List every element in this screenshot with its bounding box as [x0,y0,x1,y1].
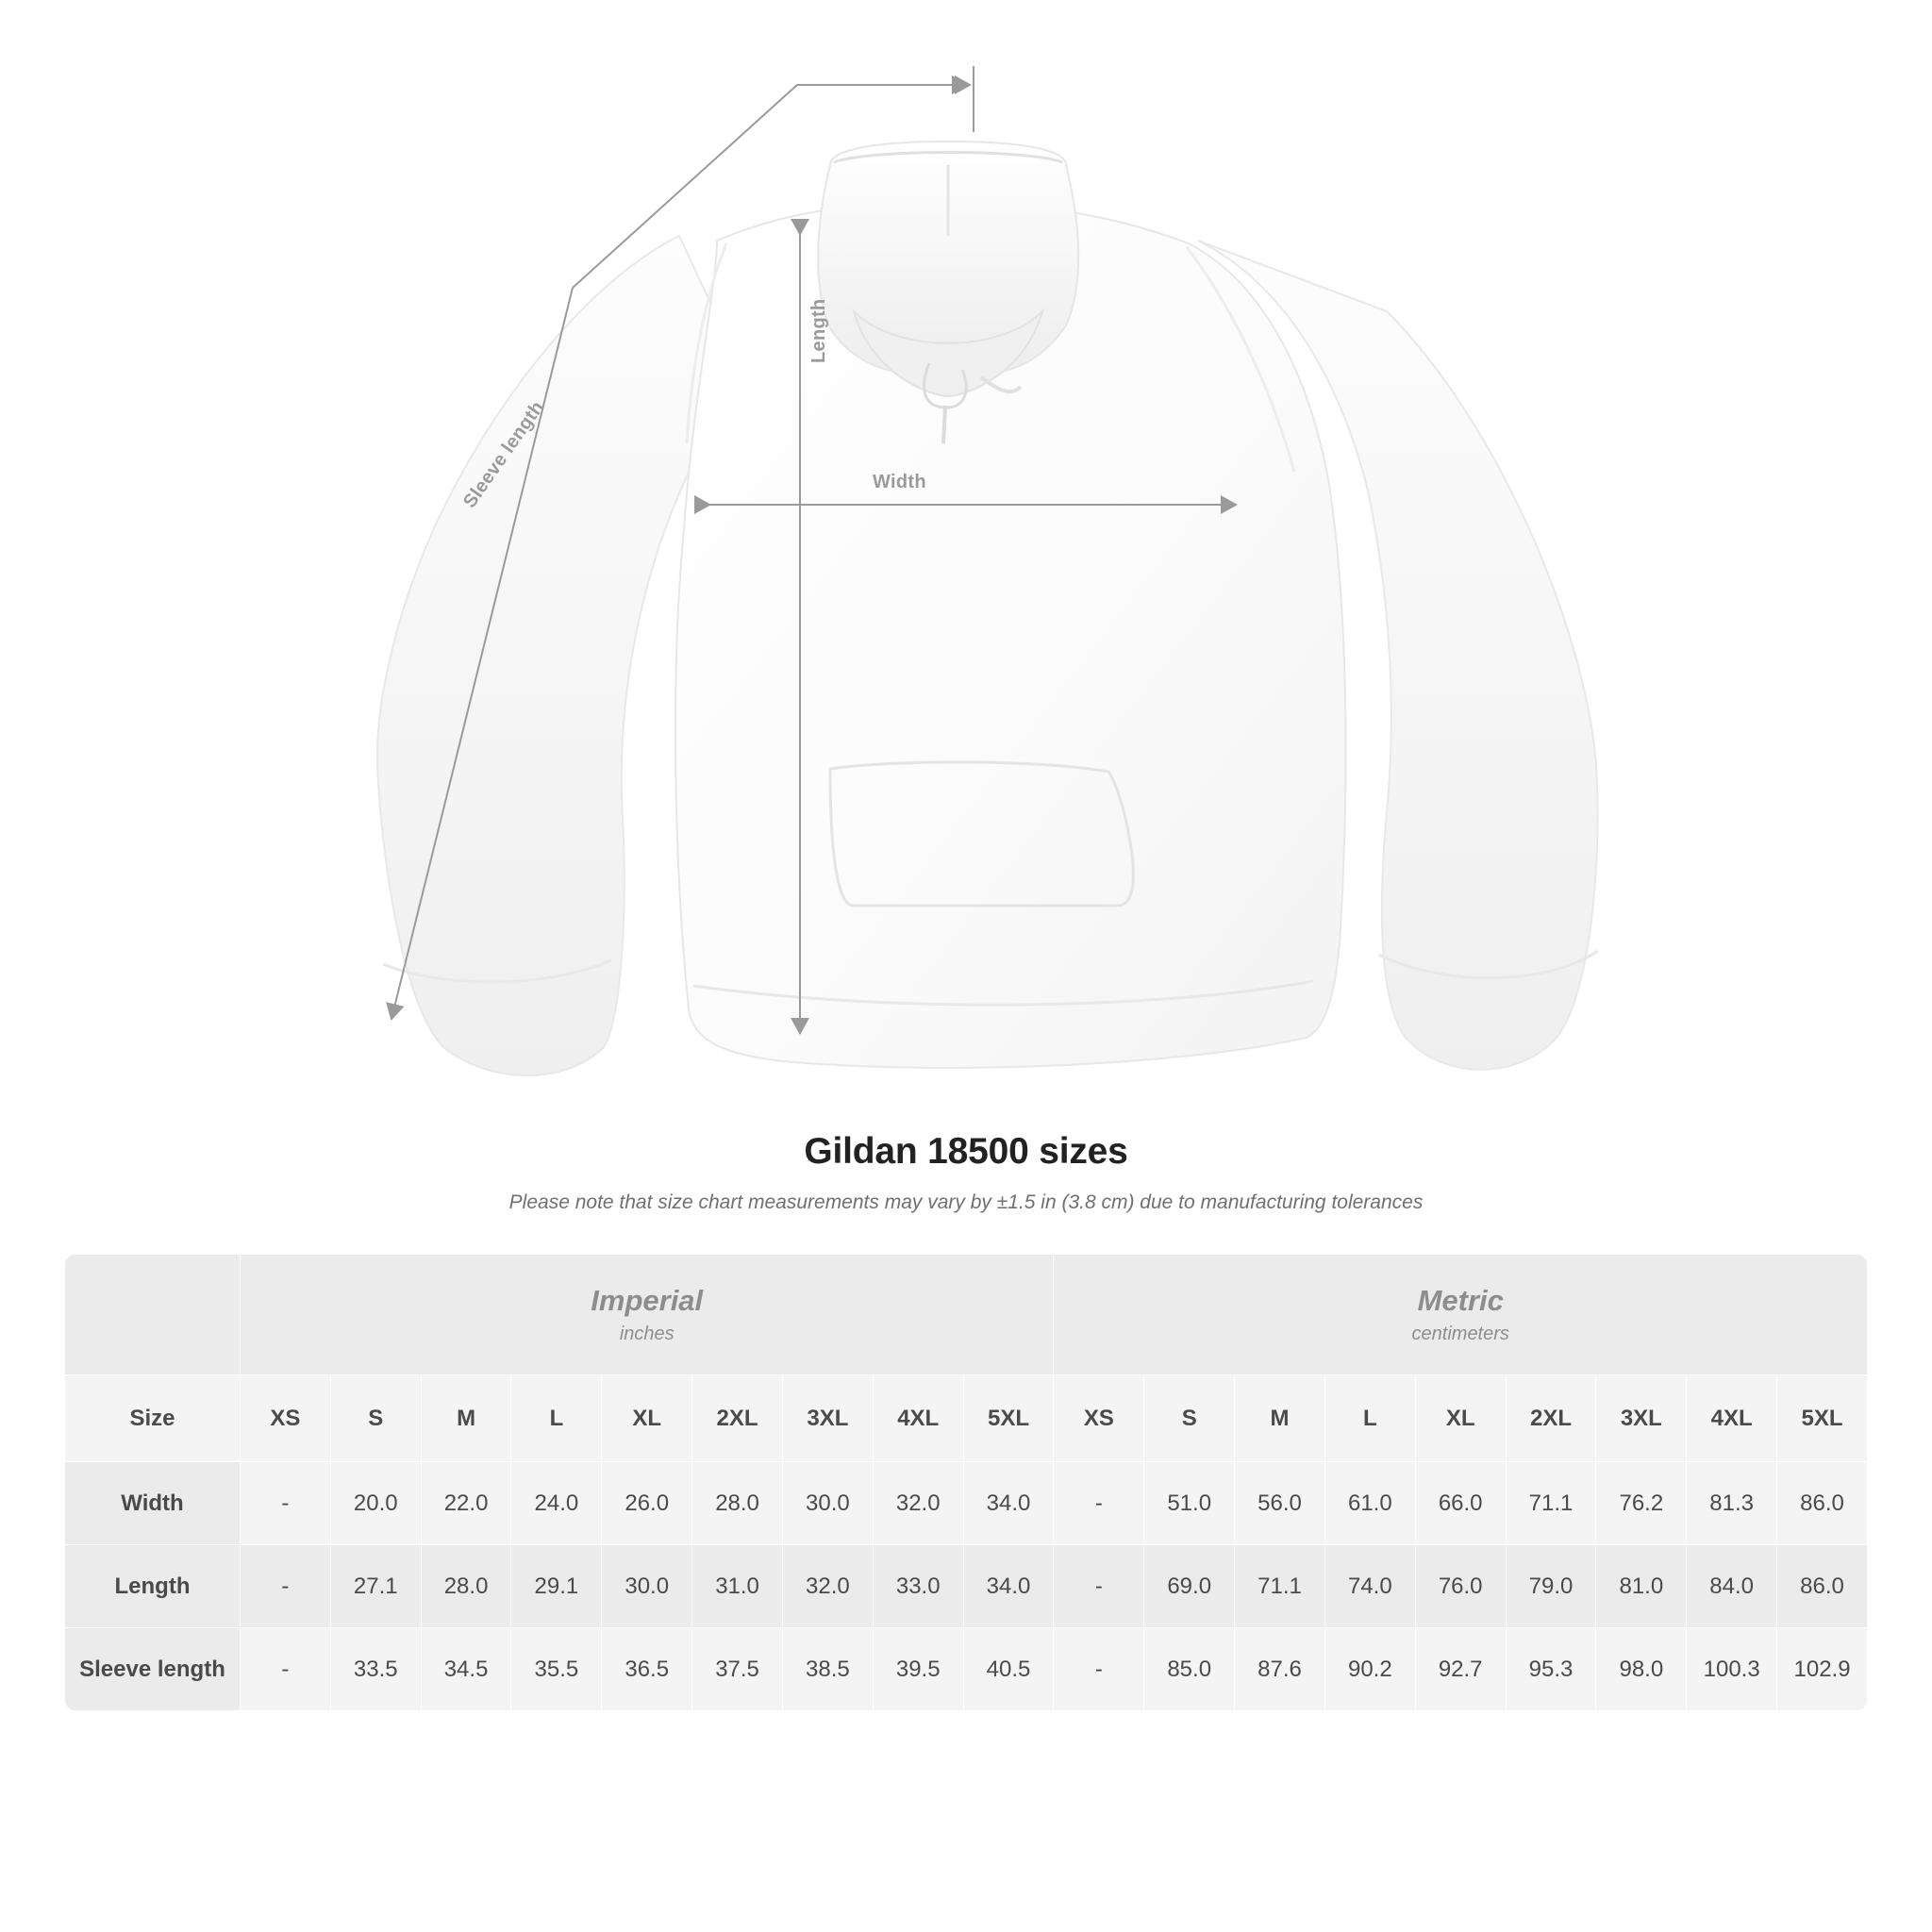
page-title: Gildan 18500 sizes [804,1131,1128,1172]
size-table-container [64,1254,1868,1711]
width-label: Width [873,472,926,492]
sleeve-3: 35.5 [511,1628,602,1711]
sleeve-2: 34.5 [421,1628,511,1711]
size-col-4: XL [602,1375,692,1462]
row-label-sleeve-length: Sleeve length [65,1628,241,1711]
length-10: 69.0 [1144,1545,1235,1628]
unit-sub-metric: centimeters [1411,1323,1509,1344]
size-col-12: L [1324,1375,1415,1462]
hoodie-shape [377,142,1598,1075]
width-5: 28.0 [692,1462,783,1545]
length-5: 31.0 [692,1545,783,1628]
width-7: 32.0 [873,1462,963,1545]
width-0: - [241,1462,331,1545]
unit-name-metric: Metric [1417,1284,1504,1318]
size-col-5: 2XL [692,1375,783,1462]
unit-group-imperial [241,1255,1054,1375]
size-col-0: XS [241,1375,331,1462]
row-label-width: Width [65,1462,241,1545]
width-12: 61.0 [1324,1462,1415,1545]
length-0: - [241,1545,331,1628]
size-col-2: M [421,1375,511,1462]
sleeve-length-label: Sleeve length [459,397,549,512]
length-17: 86.0 [1777,1545,1868,1628]
table-row [65,1462,1868,1545]
sleeve-11: 87.6 [1235,1628,1325,1711]
width-13: 66.0 [1415,1462,1506,1545]
table-row [65,1545,1868,1628]
width-17: 86.0 [1777,1462,1868,1545]
size-col-8: 5XL [963,1375,1054,1462]
unit-sub-imperial: inches [619,1323,675,1344]
width-16: 81.3 [1687,1462,1777,1545]
size-col-17: 5XL [1777,1375,1868,1462]
size-col-3: L [511,1375,602,1462]
sleeve-14: 95.3 [1506,1628,1596,1711]
length-1: 27.1 [330,1545,421,1628]
width-10: 51.0 [1144,1462,1235,1545]
length-11: 71.1 [1235,1545,1325,1628]
size-col-14: 2XL [1506,1375,1596,1462]
size-table [64,1254,1868,1711]
unit-name-imperial: Imperial [591,1284,704,1318]
sleeve-16: 100.3 [1687,1628,1777,1711]
length-7: 33.0 [873,1545,963,1628]
width-4: 26.0 [602,1462,692,1545]
sleeve-0: - [241,1628,331,1711]
width-15: 76.2 [1596,1462,1687,1545]
size-col-16: 4XL [1687,1375,1777,1462]
sleeve-13: 92.7 [1415,1628,1506,1711]
length-6: 32.0 [782,1545,873,1628]
length-label: Length [808,298,829,363]
width-9: - [1054,1462,1144,1545]
length-12: 74.0 [1324,1545,1415,1628]
length-16: 84.0 [1687,1545,1777,1628]
sleeve-7: 39.5 [873,1628,963,1711]
tolerance-note: Please note that size chart measurements may vary by ±1.5 in (3.8 cm) due to manufacturing tolerances [508,1191,1424,1213]
sleeve-6: 38.5 [782,1628,873,1711]
length-2: 28.0 [421,1545,511,1628]
size-col-10: S [1144,1375,1235,1462]
sleeve-15: 98.0 [1596,1628,1687,1711]
length-14: 79.0 [1506,1545,1596,1628]
sleeve-8: 40.5 [963,1628,1054,1711]
unit-group-metric [1054,1255,1868,1375]
length-4: 30.0 [602,1545,692,1628]
unit-header-row [65,1255,1868,1375]
size-col-7: 4XL [873,1375,963,1462]
sleeve-5: 37.5 [692,1628,783,1711]
width-8: 34.0 [963,1462,1054,1545]
length-15: 81.0 [1596,1545,1687,1628]
unit-header-spacer [65,1255,241,1375]
size-col-1: S [330,1375,421,1462]
length-8: 34.0 [963,1545,1054,1628]
sleeve-1: 33.5 [330,1628,421,1711]
width-11: 56.0 [1235,1462,1325,1545]
width-2: 22.0 [421,1462,511,1545]
width-3: 24.0 [511,1462,602,1545]
length-9: - [1054,1545,1144,1628]
size-col-15: 3XL [1596,1375,1687,1462]
size-header-row [65,1375,1868,1462]
title-block [0,1131,1932,1214]
sleeve-12: 90.2 [1324,1628,1415,1711]
width-14: 71.1 [1506,1462,1596,1545]
sleeve-10: 85.0 [1144,1628,1235,1711]
sleeve-9: - [1054,1628,1144,1711]
length-13: 76.0 [1415,1545,1506,1628]
size-col-6: 3XL [782,1375,873,1462]
size-col-9: XS [1054,1375,1144,1462]
size-col-13: XL [1415,1375,1506,1462]
row-label-length: Length [65,1545,241,1628]
table-row [65,1628,1868,1711]
column-header-size: Size [65,1375,241,1462]
width-6: 30.0 [782,1462,873,1545]
size-col-11: M [1235,1375,1325,1462]
sleeve-4: 36.5 [602,1628,692,1711]
length-3: 29.1 [511,1545,602,1628]
width-1: 20.0 [330,1462,421,1545]
sleeve-17: 102.9 [1777,1628,1868,1711]
